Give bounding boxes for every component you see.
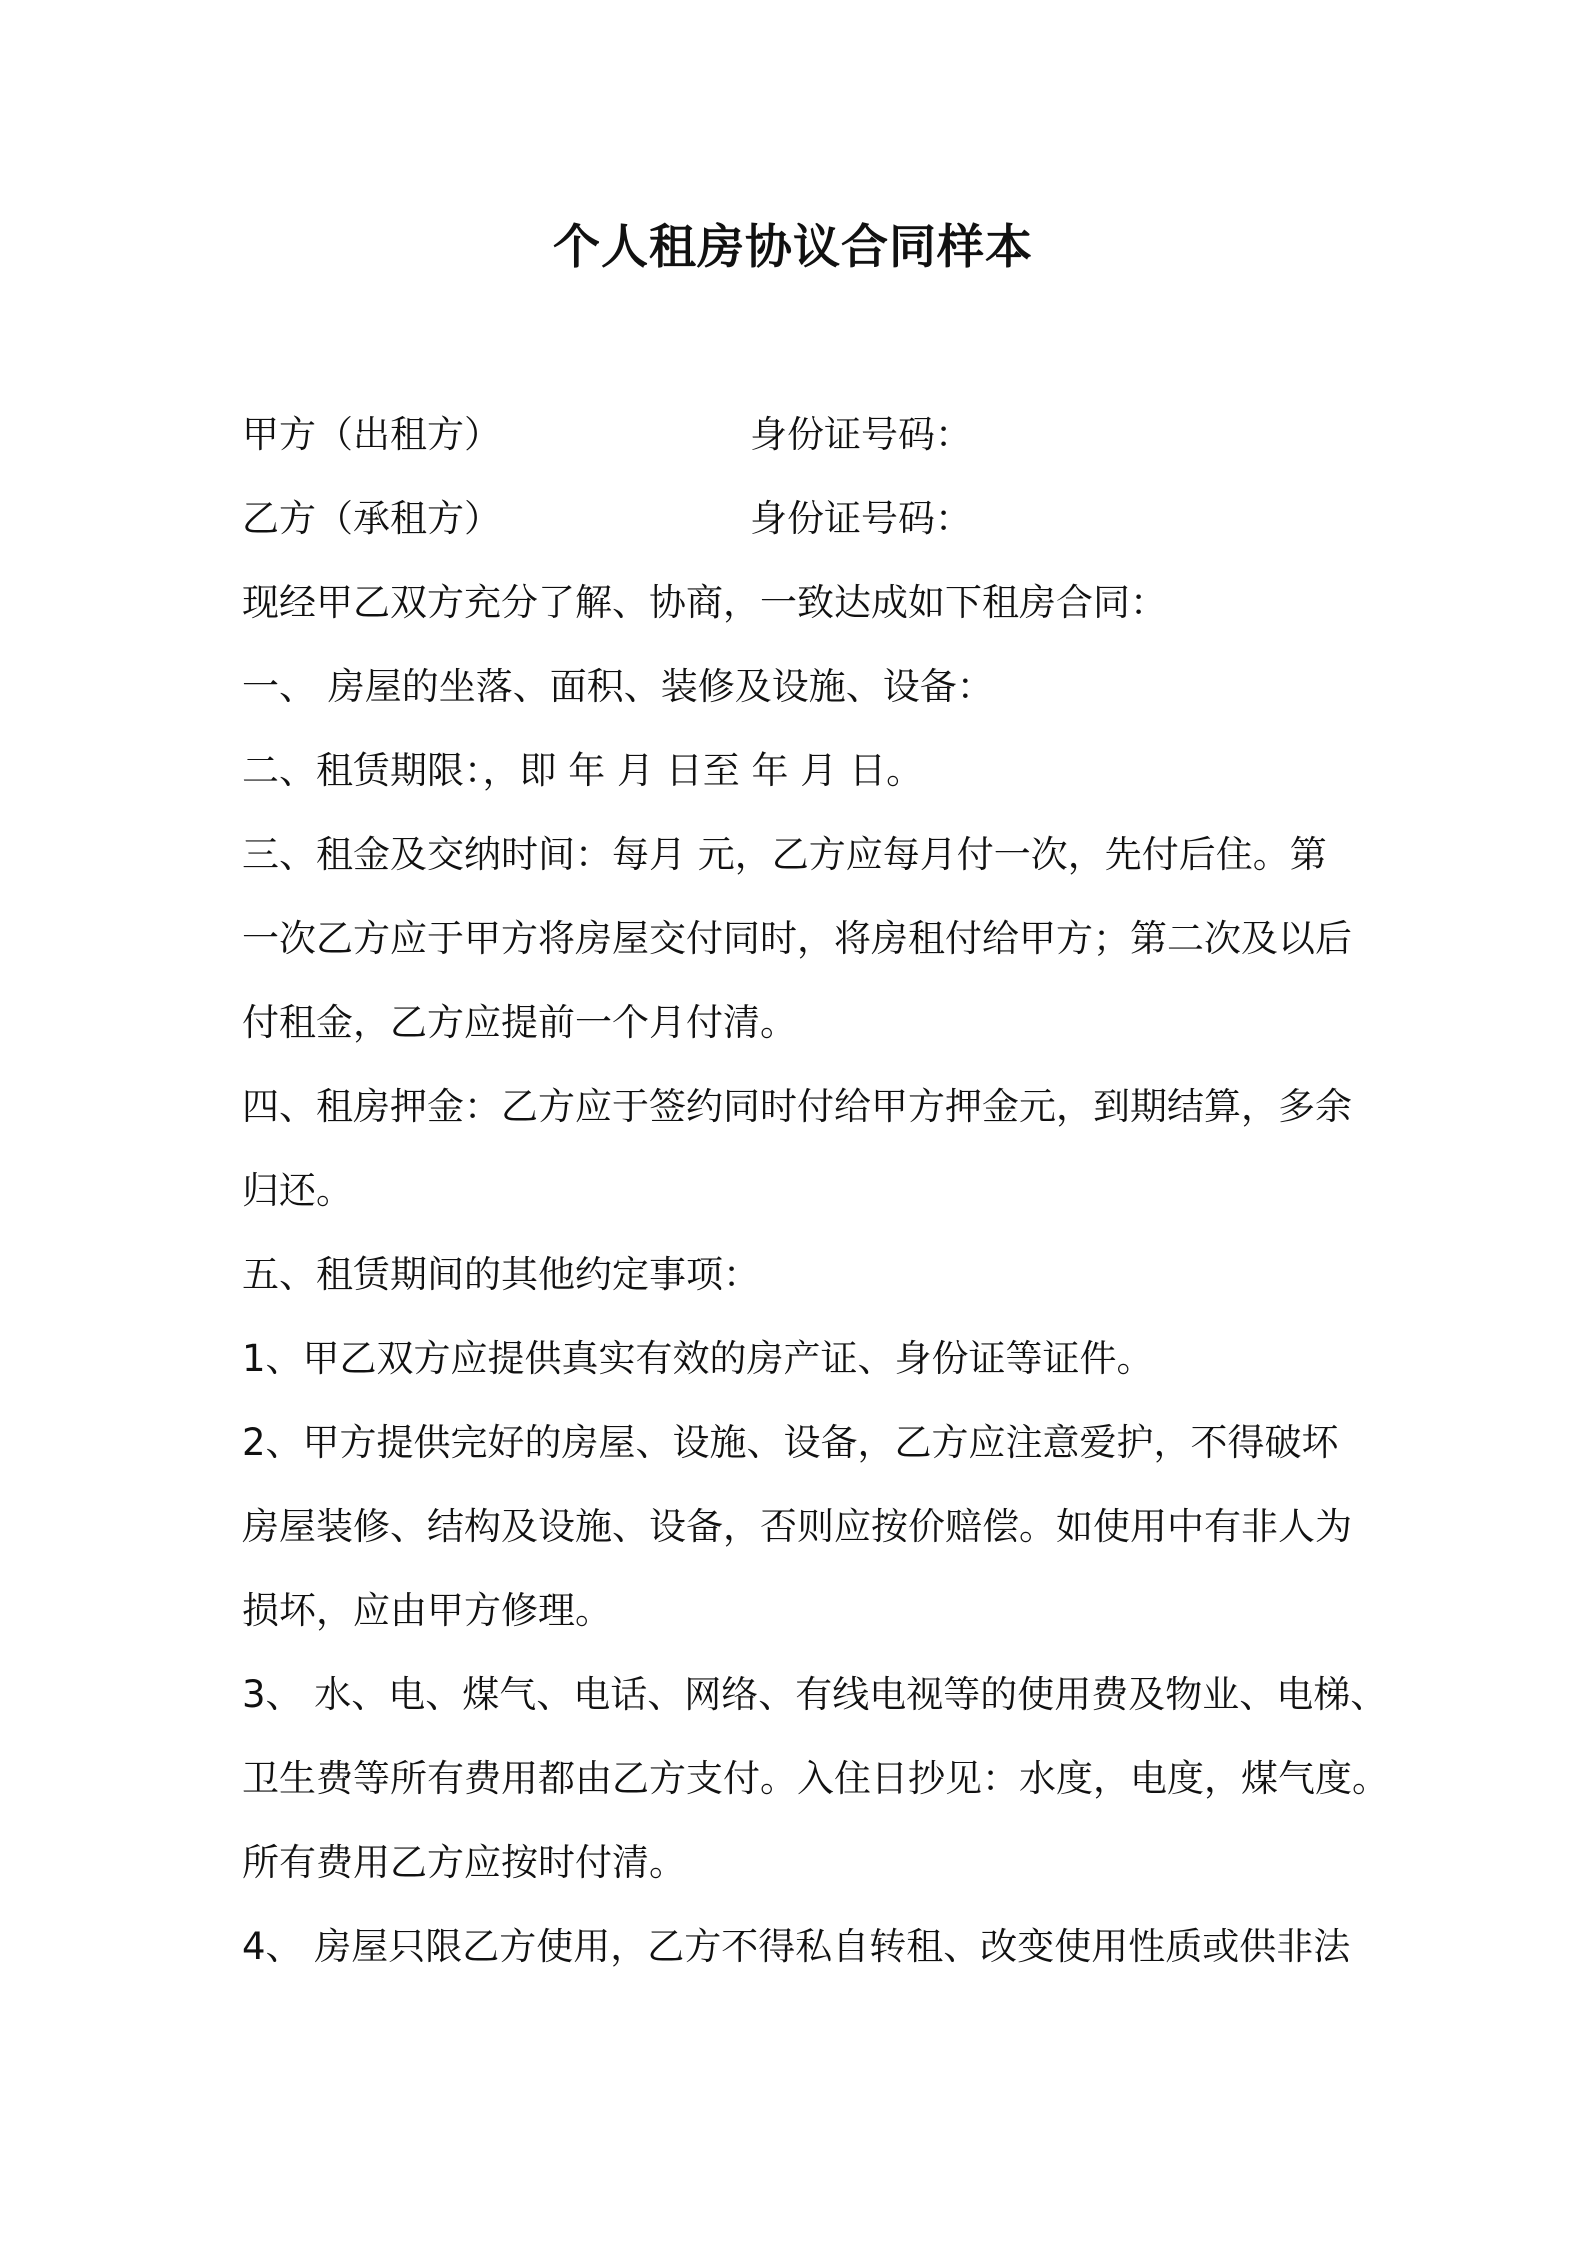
party-a-id-label: 身份证号码： (750, 413, 972, 456)
item-4-line-1: 4、 房屋只限乙方使用，乙方不得私自转租、改变使用性质或供非法 (242, 1925, 1351, 1968)
clause-5-heading: 五、租赁期间的其他约定事项： (242, 1253, 760, 1296)
item-2-line-2: 房屋装修、结构及设施、设备，否则应按价赔偿。如使用中有非人为 (242, 1505, 1352, 1548)
clause-1-heading: 一、 房屋的坐落、面积、装修及设施、设备： (242, 665, 994, 708)
item-3-line-1: 3、 水、电、煤气、电话、网络、有线电视等的使用费及物业、电梯、 (242, 1673, 1388, 1716)
clause-4-line-2: 归还。 (242, 1169, 353, 1212)
item-2-line-1: 2、甲方提供完好的房屋、设施、设备，乙方应注意爱护，不得破坏 (242, 1421, 1339, 1464)
clause-2-term: 二、租赁期限：，即 年 月 日至 年 月 日。 (242, 749, 924, 792)
page-title: 个人租房协议合同样本 (553, 220, 1033, 275)
clause-4-line-1: 四、租房押金：乙方应于签约同时付给甲方押金元，到期结算，多余 (242, 1085, 1352, 1128)
clause-3-line-2: 一次乙方应于甲方将房屋交付同时，将房租付给甲方；第二次及以后 (242, 917, 1352, 960)
party-b-id-label: 身份证号码： (750, 497, 972, 540)
clause-3-line-1: 三、租金及交纳时间：每月 元，乙方应每月付一次，先付后住。第 (242, 833, 1327, 876)
item-3-line-3: 所有费用乙方应按时付清。 (242, 1841, 686, 1884)
item-1-line-1: 1、甲乙双方应提供真实有效的房产证、身份证等证件。 (242, 1337, 1154, 1380)
item-2-line-3: 损坏，应由甲方修理。 (242, 1589, 612, 1632)
preamble-line: 现经甲乙双方充分了解、协商，一致达成如下租房合同： (242, 581, 1167, 624)
item-3-line-2: 卫生费等所有费用都由乙方支付。入住日抄见：水度，电度，煤气度。 (242, 1757, 1389, 1800)
party-a-label: 甲方（出租方） (242, 413, 501, 456)
clause-3-line-3: 付租金，乙方应提前一个月付清。 (242, 1001, 797, 1044)
party-b-label: 乙方（承租方） (242, 497, 501, 540)
